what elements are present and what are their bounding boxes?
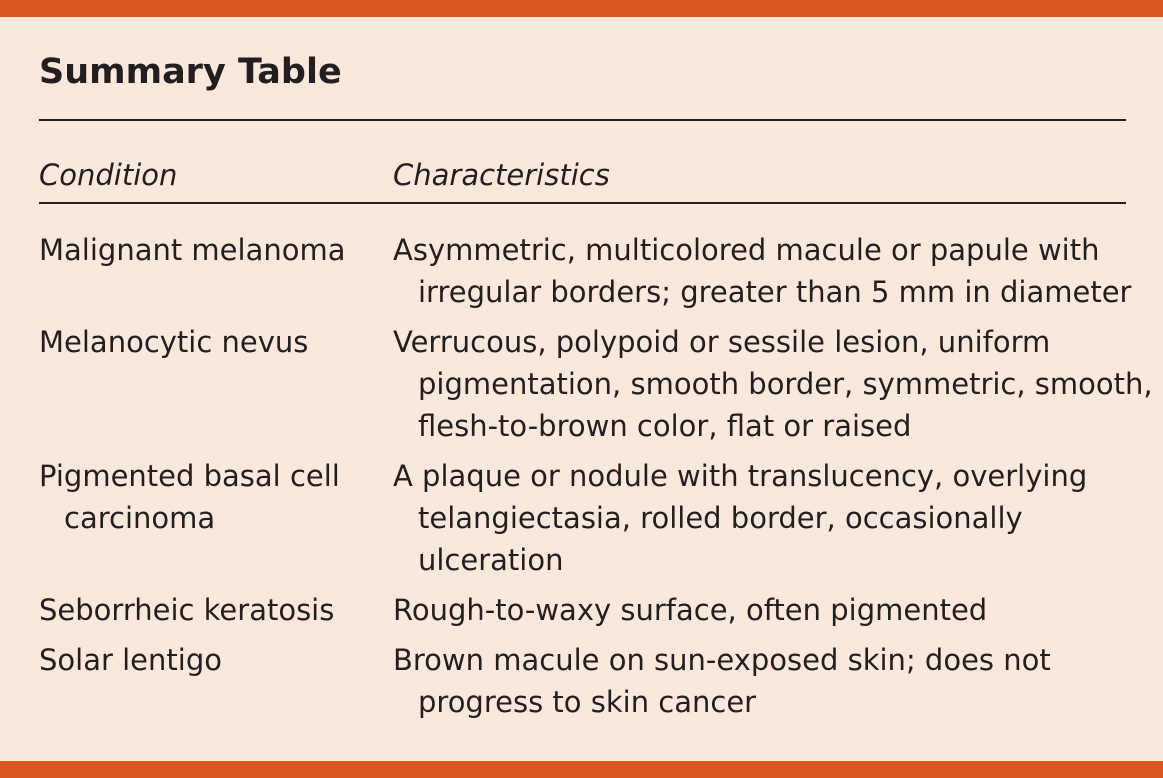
condition-cell: Solar lentigo bbox=[39, 643, 222, 677]
header-divider bbox=[39, 202, 1126, 204]
condition-cell: Malignant melanoma bbox=[39, 233, 346, 267]
table-row bbox=[39, 321, 1153, 455]
characteristics-cell: Brown macule on sun-exposed skin; does not progress to skin cancer bbox=[393, 643, 1051, 719]
table-title: Summary Table bbox=[39, 52, 342, 92]
column-header-characteristics: Characteristics bbox=[393, 158, 610, 192]
characteristics-cell: Verrucous, polypoid or sessile lesion, uniform pigmentation, smooth border, symmetric, smooth, flesh-to-brown color, flat or raised bbox=[393, 325, 1153, 443]
characteristics-cell: Rough-to-waxy surface, often pigmented bbox=[393, 593, 988, 627]
characteristics-cell: A plaque or nodule with translucency, overlying telangiectasia, rolled border, occasionally ulceration bbox=[393, 459, 1088, 577]
condition-cell: Pigmented basal cell carcinoma bbox=[39, 459, 340, 535]
table-row bbox=[39, 589, 1129, 639]
characteristics-cell: Asymmetric, multicolored macule or papule with irregular borders; greater than 5 mm in diameter bbox=[393, 233, 1132, 309]
table-row bbox=[39, 639, 1129, 731]
table-row bbox=[39, 455, 1129, 589]
table-row bbox=[39, 229, 1132, 321]
title-divider bbox=[39, 119, 1126, 121]
table-body bbox=[39, 229, 1153, 731]
top-accent-bar bbox=[0, 0, 1163, 17]
condition-cell: Melanocytic nevus bbox=[39, 325, 309, 359]
column-header-condition: Condition bbox=[39, 158, 178, 192]
condition-cell: Seborrheic keratosis bbox=[39, 593, 335, 627]
bottom-accent-bar bbox=[0, 761, 1163, 778]
